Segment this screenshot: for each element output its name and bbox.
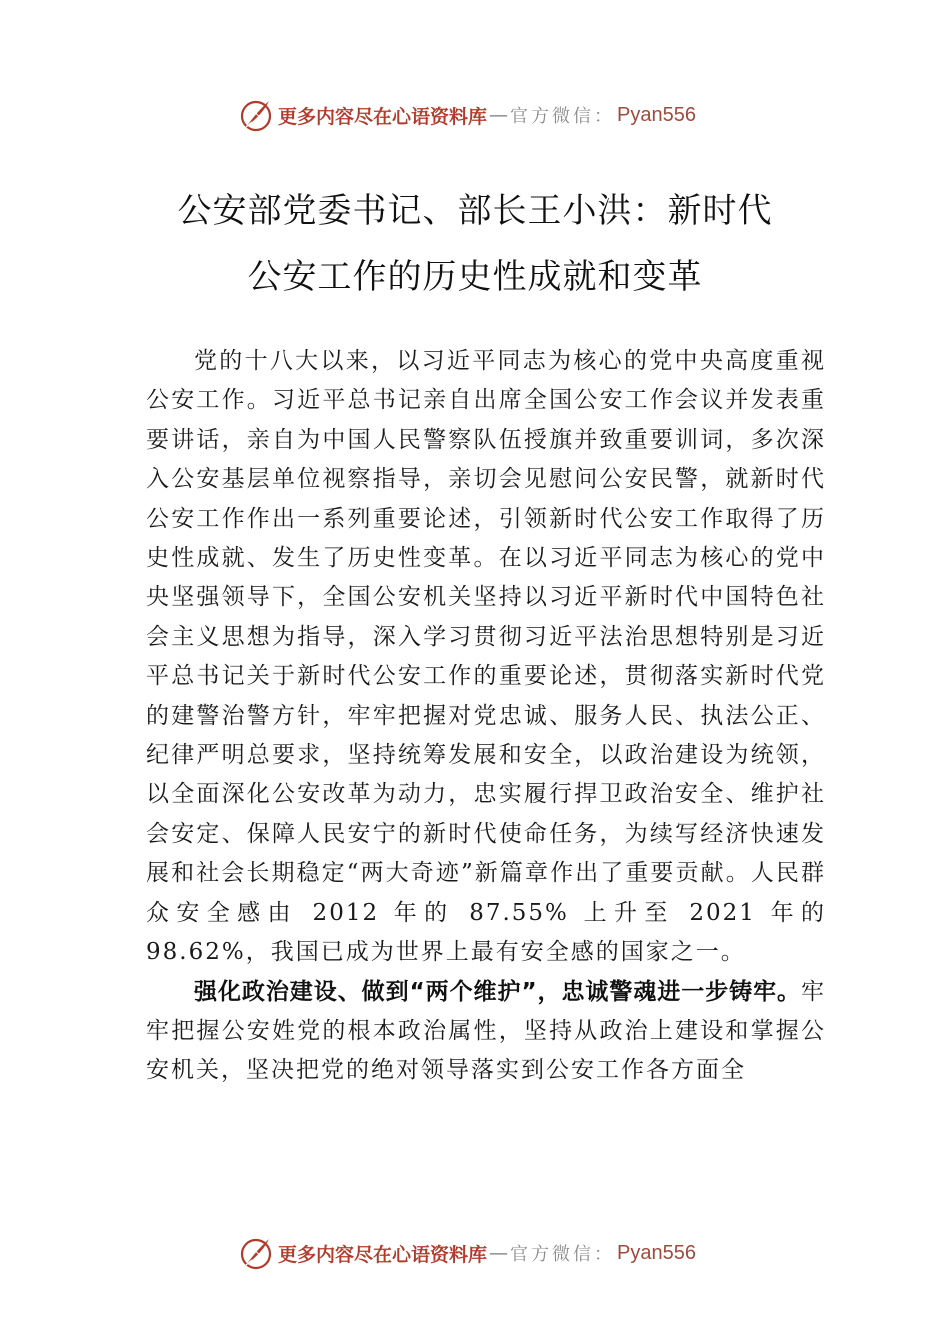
title-line-2: 公安工作的历史性成就和变革: [247, 257, 703, 297]
watermark-separator: —: [489, 104, 509, 126]
watermark-label: 官方微信：: [510, 106, 616, 127]
paragraph-2-heading: 强化政治建设、做到“两个维护”，忠诚警魂进一步铸牢。: [194, 978, 801, 1005]
watermark-text: 更多内容尽在心语资料库: [278, 1243, 488, 1266]
watermark-text: 更多内容尽在心语资料库: [278, 105, 488, 128]
quill-logo-icon: [238, 97, 274, 133]
watermark-header: [238, 96, 758, 134]
watermark-wechat-id: Pyan556: [617, 103, 696, 126]
quill-logo-icon: [238, 1235, 274, 1271]
paragraph-2-text: 牢牢把握公安姓党的根本政治属性，坚持从政治上建设和掌握公安机关，坚决把党的绝对领导落实到公安工作各方面全: [146, 978, 826, 1084]
paragraph-2: [146, 973, 826, 1091]
document-body: [146, 342, 826, 1091]
paragraph-1: 党的十八大以来，以习近平同志为核心的党中央高度重视公安工作。习近平总书记亲自出席全国公安工作会议并发表重要讲话，亲自为中国人民警察队伍授旗并致重要训词，多次深入公安基层单位视察指导，亲切会见慰问公安民警，就新时代公安工作作出一系列重要论述，引领新时代公安工作取得了历史性成就、发生了历史性变革。在以习近平同志为核心的党中央坚强领导下，全国公安机关坚持以习近平新时代中国特色社会主义思想为指导，深入学习贯彻习近平法治思想特别是习近平总书记关于新时代公安工作的重要论述，贯彻落实新时代党的建警治警方针，牢牢把握对党忠诚、服务人民、执法公正、纪律严明总要求，坚持统筹发展和安全，以政治建设为统领，以全面深化公安改革为动力，忠实履行捍卫政治安全、维护社会安定、保障人民安宁的新时代使命任务，为续写经济快速发展和社会长期稳定“两大奇迹”新篇章作出了重要贡献。人民群众安全感由 2012 年的 87.55% 上升至 2021 年的 98.62%，我国已成为世界上最有安全感的国家之一。: [146, 348, 826, 966]
watermark-separator: —: [489, 1242, 509, 1264]
watermark-wechat-id: Pyan556: [617, 1241, 696, 1264]
document-title: [100, 178, 850, 310]
watermark-footer: [238, 1234, 758, 1272]
title-line-1: 公安部党委书记、部长王小洪：新时代: [177, 191, 773, 231]
watermark-label: 官方微信：: [510, 1244, 616, 1265]
